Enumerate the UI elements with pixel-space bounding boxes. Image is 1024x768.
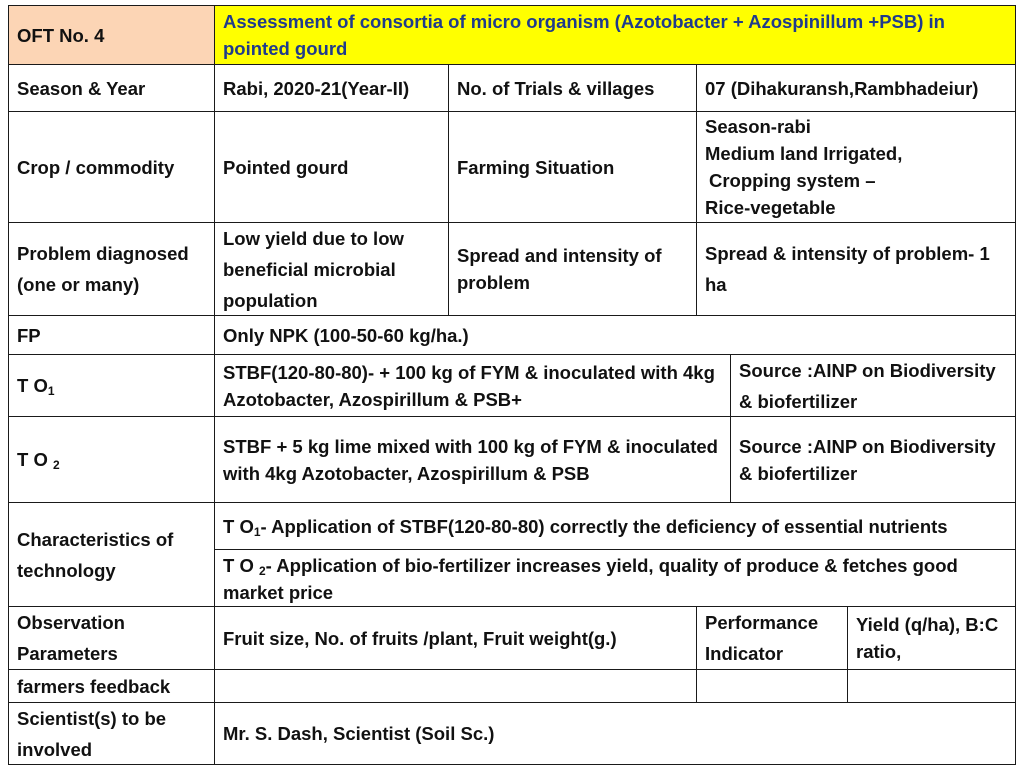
crop-value	[214, 111, 448, 222]
performance-indicator-value	[847, 606, 1016, 669]
row-feedback	[8, 669, 1016, 702]
row-scientist	[8, 702, 1016, 765]
feedback-indicator-cell	[847, 669, 1016, 702]
performance-indicator-label	[696, 606, 847, 669]
farming-line-3: Cropping system –	[709, 170, 876, 191]
trials-label	[448, 64, 696, 111]
farming-situation-label-text: Farming Situation	[457, 156, 615, 178]
row-oft	[8, 5, 1016, 64]
spread-label	[448, 222, 696, 315]
characteristics-t1	[214, 502, 1016, 549]
scientist-label	[8, 702, 214, 765]
trials-value-text: 07 (Dihakuransh,Rambhadeiur)	[705, 77, 979, 99]
row-crop	[8, 111, 1016, 222]
farming-situation-value	[696, 111, 1016, 222]
scientist-label-text: Scientist(s) to be involved	[17, 707, 167, 760]
row-observation	[8, 606, 1016, 669]
to2-value-text: STBF + 5 kg lime mixed with 100 kg of FYM & inoculated with 4kg Azotobacter, Azospirillum & PSB	[223, 435, 718, 484]
fp-label-text: FP	[17, 324, 41, 346]
observation-label-text: Observation Parameters	[17, 612, 125, 664]
characteristics-t2	[214, 549, 1016, 606]
row-to1	[8, 354, 1016, 416]
season-year-value-text: Rabi, 2020-21(Year-II)	[223, 77, 410, 99]
to1-label	[8, 354, 214, 416]
crop-value-text: Pointed gourd	[223, 156, 349, 178]
oft-label-text: OFT No. 4	[17, 24, 105, 46]
to2-label	[8, 416, 214, 502]
oft-title	[214, 5, 1016, 64]
fp-value-text: Only NPK (100-50-60 kg/ha.)	[223, 324, 469, 346]
fp-value	[214, 315, 1016, 354]
to1-value-text: STBF(120-80-80)- + 100 kg of FYM & inoculated with 4kg Azotobacter, Azospirillum & PSB+	[223, 361, 715, 410]
farming-line-1: Season-rabi	[705, 116, 811, 137]
to2-source	[730, 416, 1016, 502]
oft-title-text: Assessment of consortia of micro organism (Azotobacter + Azospinillum +PSB) in pointed gourd	[223, 11, 945, 59]
fp-label	[8, 315, 214, 354]
to1-label-text: T $O_1$	[17, 375, 55, 398]
to2-source-text: Source :AINP on Biodiversity & biofertilizer	[739, 435, 996, 484]
farming-line-2: Medium land Irrigated,	[705, 143, 903, 164]
spread-value	[696, 222, 1016, 315]
crop-label	[8, 111, 214, 222]
characteristics-t1-text: T $O_1-$ Application of STBF(120-80-80) correctly the deficiency of essential nutrients	[223, 515, 948, 539]
feedback-perf-cell	[696, 669, 847, 702]
characteristics-t2-text: T O $_2$- Application of bio-fertilizer increases yield, quality of produce & fetches good market price	[223, 555, 958, 603]
row-fp	[8, 315, 1016, 354]
oft-table	[8, 5, 1016, 768]
feedback-label-text: farmers feedback	[17, 675, 171, 697]
trials-label-text: No. of Trials & villages	[457, 77, 655, 99]
spread-label-text: Spread and intensity of problem	[457, 245, 662, 293]
scientist-value	[214, 702, 1016, 765]
problem-value	[214, 222, 448, 315]
to2-label-text: T O $_2$	[17, 449, 60, 472]
feedback-label	[8, 669, 214, 702]
problem-label-text: Problem diagnosed (one or many)	[17, 243, 189, 295]
performance-indicator-value-text: Yield (q/ha), B:C ratio,	[856, 614, 999, 662]
observation-value	[214, 606, 696, 669]
characteristics-label-text: Characteristics of technology	[17, 528, 174, 581]
row-problem	[8, 222, 1016, 315]
scientist-value-text: Mr. S. Dash, Scientist (Soil Sc.)	[223, 723, 495, 744]
farming-situation-label	[448, 111, 696, 222]
row-season-year	[8, 64, 1016, 111]
problem-label	[8, 222, 214, 315]
row-characteristics	[8, 502, 1016, 606]
farming-line-4: Rice-vegetable	[705, 197, 836, 218]
to2-value	[214, 416, 730, 502]
problem-value-text: Low yield due to low beneficial microbial population	[223, 227, 404, 311]
spread-value-text: Spread & intensity of problem- 1 ha	[705, 243, 990, 295]
oft-label	[8, 5, 214, 64]
observation-label	[8, 606, 214, 669]
to1-source-text: Source :AINP on Biodiversity & biofertilizer	[739, 359, 996, 412]
trials-value	[696, 64, 1016, 111]
to1-value	[214, 354, 730, 416]
observation-value-text: Fruit size, No. of fruits /plant, Fruit weight(g.)	[223, 627, 617, 649]
row-to2	[8, 416, 1016, 502]
season-year-value	[214, 64, 448, 111]
season-year-label	[8, 64, 214, 111]
performance-indicator-label-text: Performance Indicator	[705, 612, 819, 664]
feedback-value	[214, 669, 696, 702]
to1-source	[730, 354, 1016, 416]
season-year-label-text: Season & Year	[17, 77, 146, 99]
crop-label-text: Crop / commodity	[17, 156, 175, 178]
characteristics-label	[8, 502, 214, 606]
